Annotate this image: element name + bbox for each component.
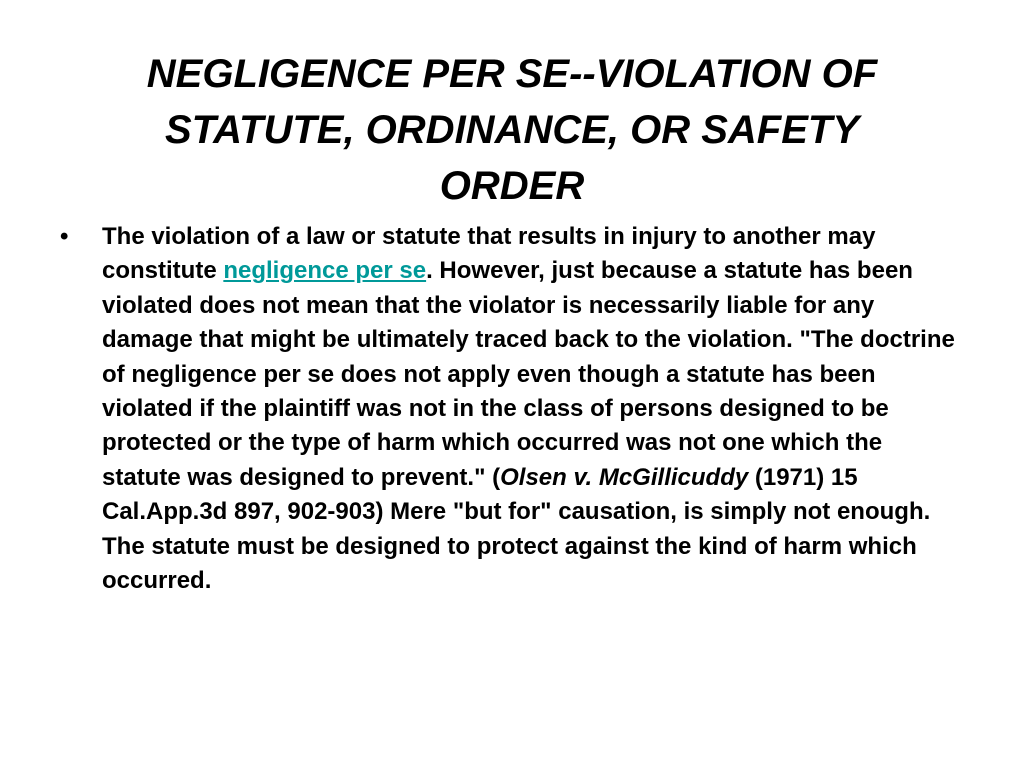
bullet-text-conclusion: (1971) 15 Cal.App.3d 897, 902-903) Mere "but for" causation, is simply not enough. The statute must be designed to protect against the kind of harm which occurred.	[102, 463, 931, 595]
title-line-1: NEGLIGENCE PER SE--VIOLATION OF	[146, 52, 878, 96]
slide-body	[60, 220, 960, 598]
title-line-2: STATUTE, ORDINANCE, OR SAFETY	[164, 108, 860, 152]
slide-title	[60, 46, 964, 214]
bullet-text-intro: The violation of a law or statute that results in injury to another may constitute	[102, 223, 876, 285]
bullet-text-body: . However, just because a statute has been violated does not mean that the violator is necessarily liable for any damage that might be ultimately traced back to the violation. "The doctrine of negligence per se does not apply even though a statute has been violated if the plaintiff was not in the class of persons designed to be protected or the type of harm which occurred was not one which the statute was designed to prevent." (	[102, 257, 955, 491]
bullet-marker: •	[60, 223, 69, 250]
bullet-item	[60, 220, 960, 598]
negligence-per-se-link[interactable]: negligence per se	[223, 257, 427, 285]
case-citation-name: Olsen v. McGillicuddy	[500, 463, 749, 491]
title-line-3: ORDER	[439, 164, 585, 208]
bullet-paragraph	[102, 220, 960, 598]
